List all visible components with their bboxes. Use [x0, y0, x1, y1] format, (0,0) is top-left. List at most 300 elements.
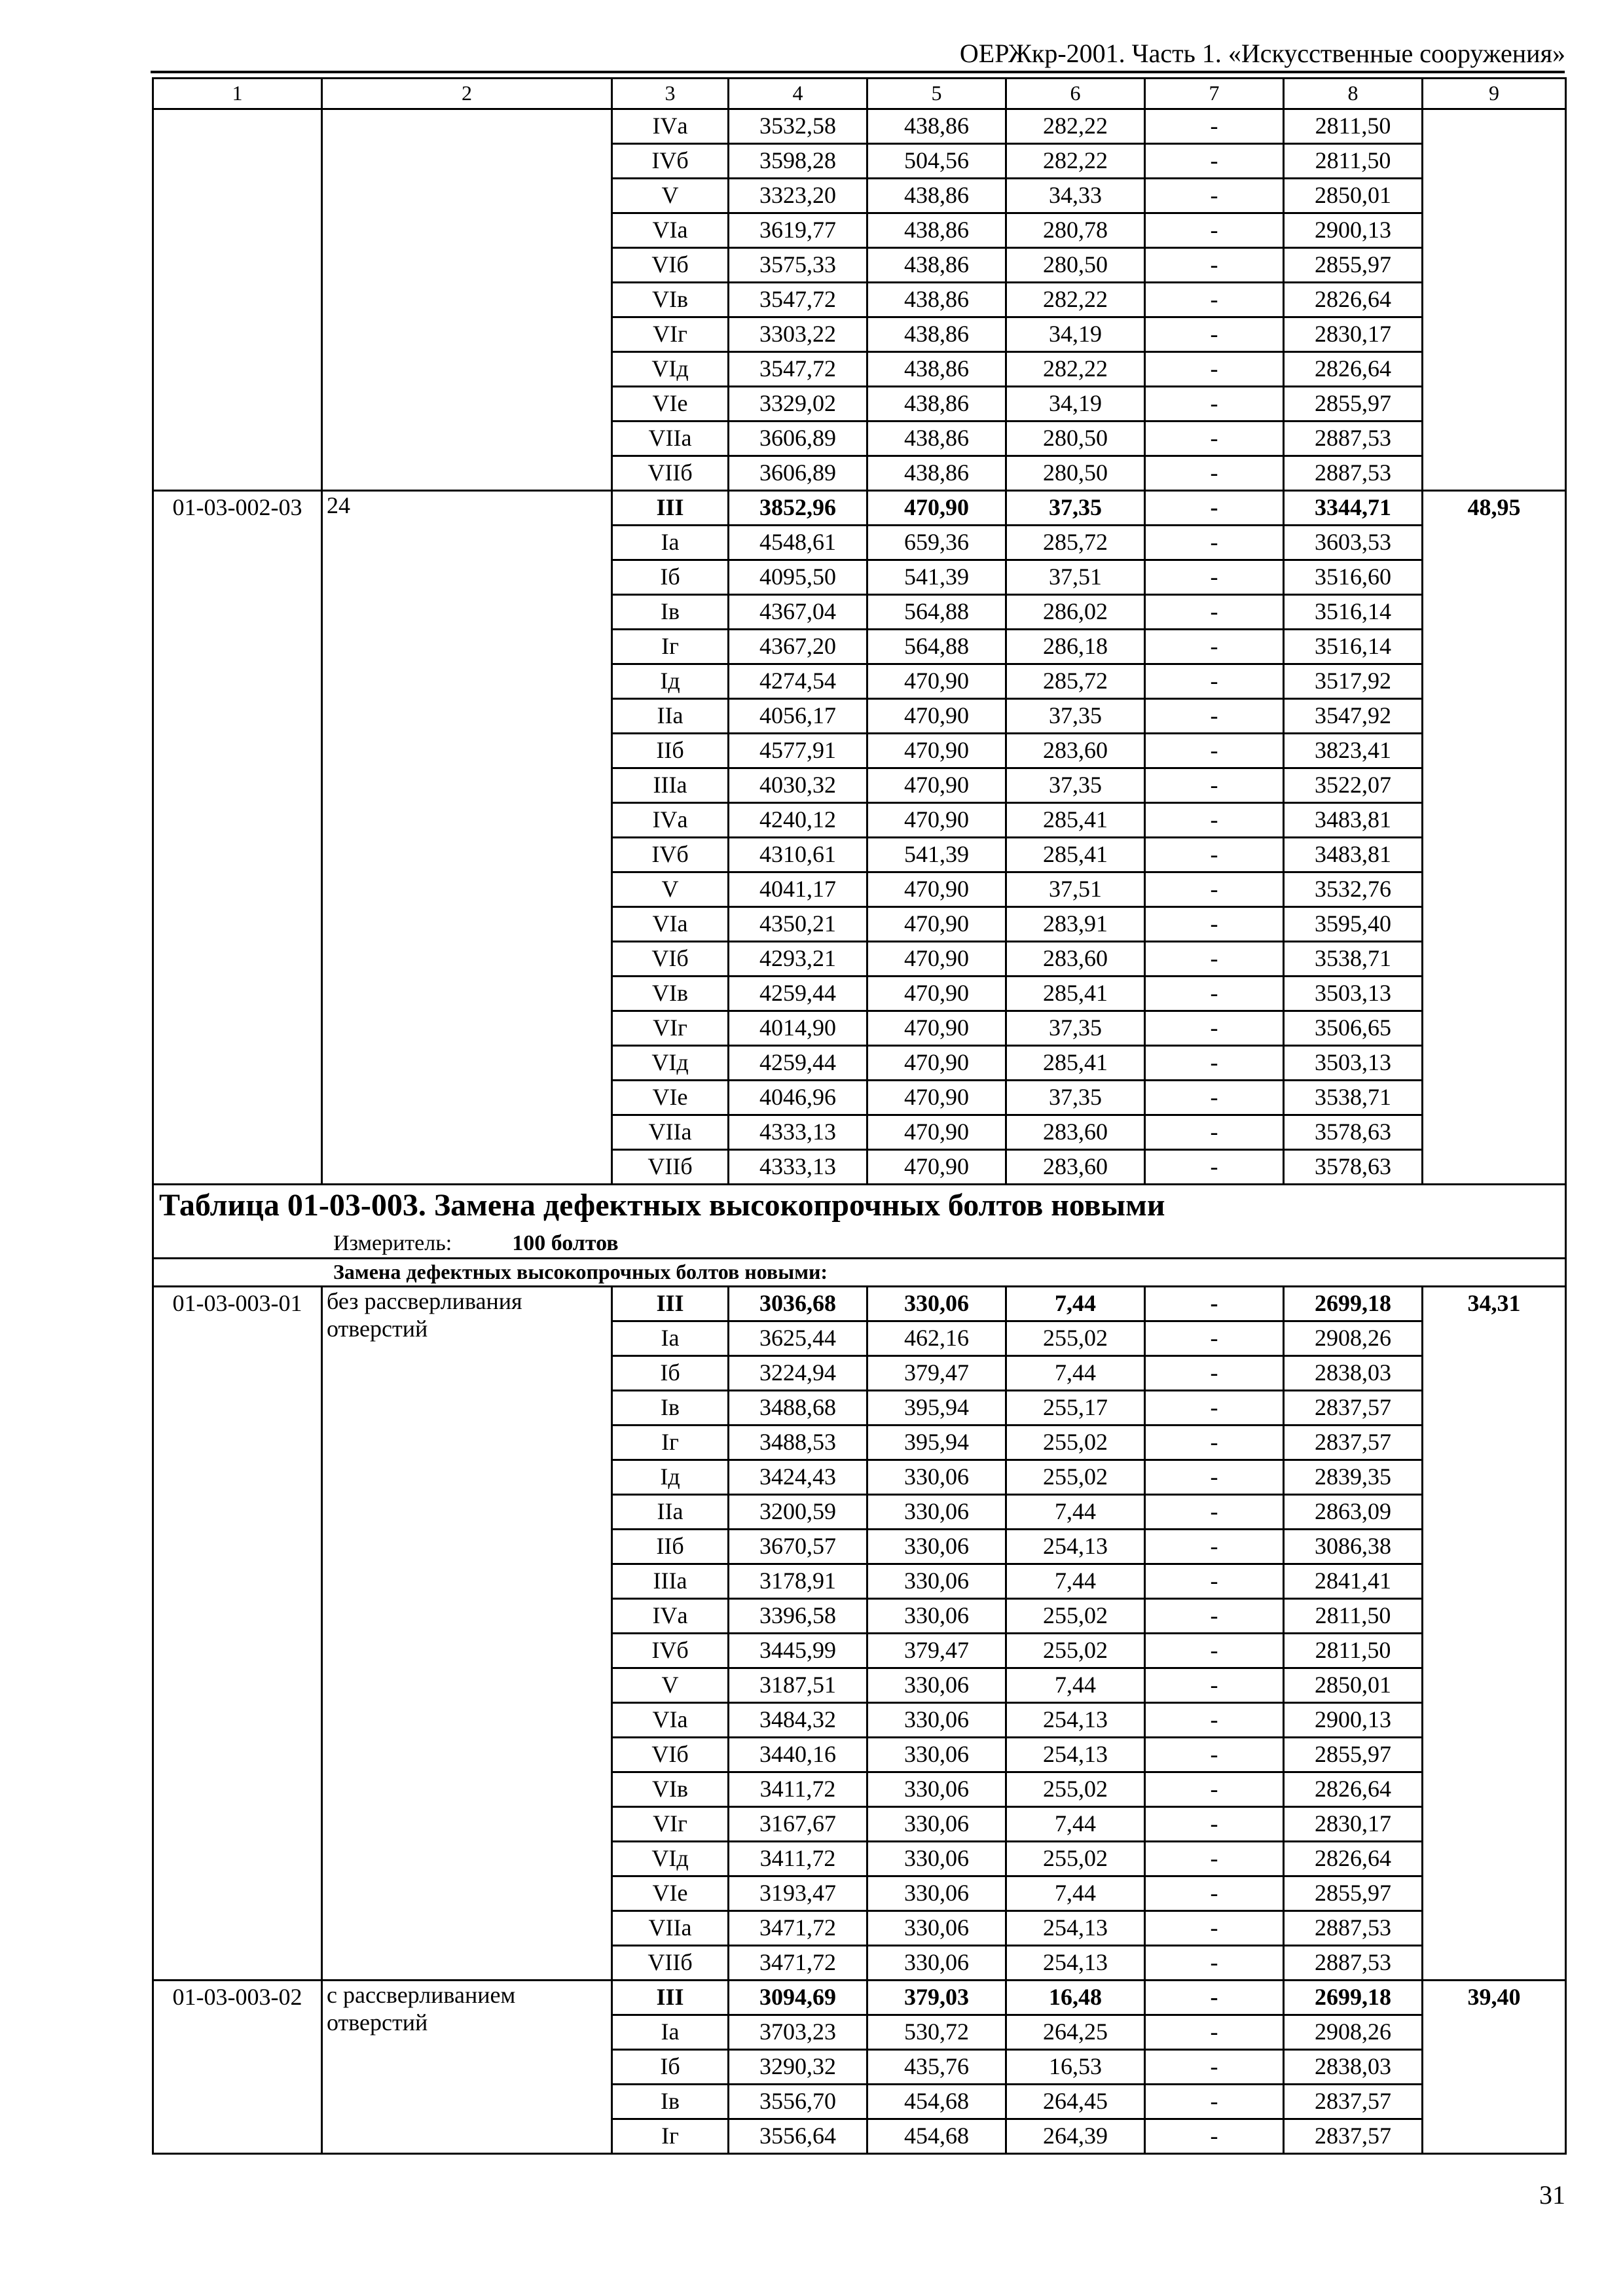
- zone-cell: IIб: [612, 1530, 729, 1564]
- value-cell: 37,35: [1006, 491, 1145, 526]
- zone-cell: Iб: [612, 560, 729, 595]
- value-cell: 3547,72: [729, 283, 867, 317]
- value-cell: 3538,71: [1284, 942, 1423, 977]
- value-cell: -: [1145, 248, 1284, 283]
- value-cell: 285,72: [1006, 526, 1145, 560]
- col9-value: 39,40: [1423, 1981, 1566, 2154]
- value-cell: 285,41: [1006, 803, 1145, 838]
- value-cell: 2838,03: [1284, 1356, 1423, 1391]
- value-cell: 2863,09: [1284, 1495, 1423, 1530]
- zone-cell: VIIа: [612, 1115, 729, 1150]
- subheading-cell: [153, 1259, 1566, 1287]
- value-cell: 34,33: [1006, 179, 1145, 213]
- value-cell: 330,06: [867, 1495, 1006, 1530]
- value-cell: -: [1145, 456, 1284, 491]
- value-cell: -: [1145, 1150, 1284, 1185]
- zone-cell: Iв: [612, 2085, 729, 2119]
- value-cell: -: [1145, 1807, 1284, 1842]
- value-cell: 3483,81: [1284, 803, 1423, 838]
- header-rule: [151, 71, 1565, 73]
- value-cell: 330,06: [867, 1807, 1006, 1842]
- value-cell: -: [1145, 1356, 1284, 1391]
- value-cell: 2887,53: [1284, 456, 1423, 491]
- column-number: 3: [612, 79, 729, 109]
- value-cell: -: [1145, 1564, 1284, 1599]
- zone-cell: VIIа: [612, 1911, 729, 1946]
- value-cell: -: [1145, 317, 1284, 352]
- value-cell: 3625,44: [729, 1321, 867, 1356]
- zone-cell: VIд: [612, 1842, 729, 1876]
- zone-cell: Iг: [612, 1426, 729, 1460]
- value-cell: 2900,13: [1284, 1703, 1423, 1738]
- value-cell: -: [1145, 1321, 1284, 1356]
- value-cell: 3440,16: [729, 1738, 867, 1772]
- value-cell: 3503,13: [1284, 1046, 1423, 1081]
- value-cell: -: [1145, 560, 1284, 595]
- value-cell: 255,02: [1006, 1634, 1145, 1668]
- rates-table: [152, 77, 1567, 2155]
- value-cell: 330,06: [867, 1738, 1006, 1772]
- value-cell: 438,86: [867, 422, 1006, 456]
- value-cell: -: [1145, 352, 1284, 387]
- value-cell: 3516,14: [1284, 630, 1423, 664]
- value-cell: 3484,32: [729, 1703, 867, 1738]
- value-cell: 4310,61: [729, 838, 867, 872]
- value-cell: 435,76: [867, 2050, 1006, 2085]
- value-cell: 264,45: [1006, 2085, 1145, 2119]
- value-cell: 4240,12: [729, 803, 867, 838]
- column-number: 8: [1284, 79, 1423, 109]
- value-cell: 37,35: [1006, 1011, 1145, 1046]
- zone-cell: VIIб: [612, 1150, 729, 1185]
- zone-cell: III: [612, 1287, 729, 1321]
- value-cell: 438,86: [867, 179, 1006, 213]
- value-cell: 3471,72: [729, 1946, 867, 1981]
- value-cell: 2826,64: [1284, 1842, 1423, 1876]
- value-cell: -: [1145, 1772, 1284, 1807]
- value-cell: -: [1145, 2015, 1284, 2050]
- value-cell: 330,06: [867, 1946, 1006, 1981]
- value-cell: 470,90: [867, 1046, 1006, 1081]
- value-cell: 462,16: [867, 1321, 1006, 1356]
- value-cell: 283,60: [1006, 942, 1145, 977]
- value-cell: 530,72: [867, 2015, 1006, 2050]
- column-numbers-row: [153, 79, 1566, 109]
- value-cell: 438,86: [867, 213, 1006, 248]
- value-cell: 254,13: [1006, 1738, 1145, 1772]
- value-cell: 504,56: [867, 144, 1006, 179]
- value-cell: -: [1145, 179, 1284, 213]
- value-cell: 285,72: [1006, 664, 1145, 699]
- col9-value: [1423, 109, 1566, 491]
- zone-cell: Iб: [612, 1356, 729, 1391]
- value-cell: 4548,61: [729, 526, 867, 560]
- value-cell: 3547,72: [729, 352, 867, 387]
- value-cell: 3471,72: [729, 1911, 867, 1946]
- value-cell: 283,91: [1006, 907, 1145, 942]
- value-cell: 3606,89: [729, 456, 867, 491]
- value-cell: 4046,96: [729, 1081, 867, 1115]
- value-cell: 37,35: [1006, 699, 1145, 734]
- value-cell: 3532,76: [1284, 872, 1423, 907]
- value-cell: 3411,72: [729, 1772, 867, 1807]
- value-cell: 3516,14: [1284, 595, 1423, 630]
- value-cell: 2826,64: [1284, 283, 1423, 317]
- value-cell: 330,06: [867, 1876, 1006, 1911]
- zone-cell: Iг: [612, 630, 729, 664]
- value-cell: 37,35: [1006, 768, 1145, 803]
- zone-cell: IIIа: [612, 1564, 729, 1599]
- zone-cell: IVа: [612, 803, 729, 838]
- value-cell: -: [1145, 2050, 1284, 2085]
- value-cell: -: [1145, 1911, 1284, 1946]
- value-cell: -: [1145, 1046, 1284, 1081]
- value-cell: 283,60: [1006, 1150, 1145, 1185]
- value-cell: 282,22: [1006, 352, 1145, 387]
- value-cell: -: [1145, 595, 1284, 630]
- value-cell: 3036,68: [729, 1287, 867, 1321]
- rate-code: 01-03-003-01: [153, 1287, 322, 1981]
- value-cell: 470,90: [867, 491, 1006, 526]
- zone-cell: VIа: [612, 1703, 729, 1738]
- value-cell: 3575,33: [729, 248, 867, 283]
- value-cell: 2855,97: [1284, 1876, 1423, 1911]
- value-cell: 3522,07: [1284, 768, 1423, 803]
- table-row: [153, 109, 1566, 144]
- value-cell: 255,02: [1006, 1460, 1145, 1495]
- zone-cell: VIб: [612, 1738, 729, 1772]
- value-cell: -: [1145, 1495, 1284, 1530]
- zone-cell: III: [612, 491, 729, 526]
- zone-cell: IVб: [612, 1634, 729, 1668]
- value-cell: 470,90: [867, 942, 1006, 977]
- value-cell: 2837,57: [1284, 2085, 1423, 2119]
- value-cell: 3517,92: [1284, 664, 1423, 699]
- value-cell: 264,39: [1006, 2119, 1145, 2154]
- value-cell: -: [1145, 699, 1284, 734]
- value-cell: 7,44: [1006, 1356, 1145, 1391]
- value-cell: 330,06: [867, 1703, 1006, 1738]
- value-cell: -: [1145, 1599, 1284, 1634]
- value-cell: 2837,57: [1284, 2119, 1423, 2154]
- value-cell: 470,90: [867, 1150, 1006, 1185]
- zone-cell: Iв: [612, 595, 729, 630]
- value-cell: 2887,53: [1284, 1911, 1423, 1946]
- value-cell: 470,90: [867, 977, 1006, 1011]
- value-cell: 37,51: [1006, 560, 1145, 595]
- zone-cell: Iд: [612, 1460, 729, 1495]
- zone-cell: V: [612, 179, 729, 213]
- value-cell: 4293,21: [729, 942, 867, 977]
- value-cell: 3094,69: [729, 1981, 867, 2015]
- zone-cell: IVб: [612, 838, 729, 872]
- zone-cell: III: [612, 1981, 729, 2015]
- value-cell: 3603,53: [1284, 526, 1423, 560]
- zone-cell: Iб: [612, 2050, 729, 2085]
- value-cell: 3823,41: [1284, 734, 1423, 768]
- value-cell: 470,90: [867, 768, 1006, 803]
- value-cell: 7,44: [1006, 1287, 1145, 1321]
- value-cell: -: [1145, 942, 1284, 977]
- zone-cell: VIа: [612, 907, 729, 942]
- value-cell: -: [1145, 1876, 1284, 1911]
- value-cell: 7,44: [1006, 1495, 1145, 1530]
- value-cell: 4259,44: [729, 977, 867, 1011]
- value-cell: 3598,28: [729, 144, 867, 179]
- value-cell: 3224,94: [729, 1356, 867, 1391]
- zone-cell: VIд: [612, 352, 729, 387]
- zone-cell: IVа: [612, 109, 729, 144]
- value-cell: 2811,50: [1284, 1599, 1423, 1634]
- value-cell: -: [1145, 838, 1284, 872]
- zone-cell: Iд: [612, 664, 729, 699]
- rate-description: [322, 109, 612, 491]
- value-cell: -: [1145, 1426, 1284, 1460]
- value-cell: 2850,01: [1284, 179, 1423, 213]
- value-cell: -: [1145, 664, 1284, 699]
- zone-cell: VIг: [612, 1807, 729, 1842]
- value-cell: 282,22: [1006, 283, 1145, 317]
- zone-cell: IIб: [612, 734, 729, 768]
- value-cell: 3411,72: [729, 1842, 867, 1876]
- zone-cell: VIб: [612, 248, 729, 283]
- zone-cell: Iа: [612, 2015, 729, 2050]
- value-cell: 283,60: [1006, 734, 1145, 768]
- value-cell: -: [1145, 144, 1284, 179]
- value-cell: 4577,91: [729, 734, 867, 768]
- value-cell: -: [1145, 977, 1284, 1011]
- value-cell: -: [1145, 422, 1284, 456]
- value-cell: 438,86: [867, 317, 1006, 352]
- value-cell: 564,88: [867, 630, 1006, 664]
- value-cell: 4274,54: [729, 664, 867, 699]
- value-cell: 7,44: [1006, 1564, 1145, 1599]
- value-cell: 286,02: [1006, 595, 1145, 630]
- value-cell: -: [1145, 872, 1284, 907]
- column-number: 1: [153, 79, 322, 109]
- value-cell: 2855,97: [1284, 1738, 1423, 1772]
- value-cell: 2811,50: [1284, 1634, 1423, 1668]
- zone-cell: VIа: [612, 213, 729, 248]
- value-cell: 3538,71: [1284, 1081, 1423, 1115]
- value-cell: 470,90: [867, 803, 1006, 838]
- value-cell: 2887,53: [1284, 1946, 1423, 1981]
- zone-cell: VIв: [612, 977, 729, 1011]
- table-title-row: [153, 1185, 1566, 1232]
- zone-cell: VIе: [612, 1081, 729, 1115]
- value-cell: 541,39: [867, 560, 1006, 595]
- value-cell: 330,06: [867, 1772, 1006, 1807]
- zone-cell: Iг: [612, 2119, 729, 2154]
- zone-cell: IIа: [612, 1495, 729, 1530]
- value-cell: 4367,20: [729, 630, 867, 664]
- value-cell: 2830,17: [1284, 317, 1423, 352]
- zone-cell: IVа: [612, 1599, 729, 1634]
- value-cell: 3200,59: [729, 1495, 867, 1530]
- measure-row: [153, 1231, 1566, 1259]
- value-cell: -: [1145, 1703, 1284, 1738]
- value-cell: 3445,99: [729, 1634, 867, 1668]
- value-cell: 2830,17: [1284, 1807, 1423, 1842]
- value-cell: 3483,81: [1284, 838, 1423, 872]
- value-cell: 3852,96: [729, 491, 867, 526]
- value-cell: 3086,38: [1284, 1530, 1423, 1564]
- value-cell: -: [1145, 1115, 1284, 1150]
- value-cell: 3578,63: [1284, 1150, 1423, 1185]
- value-cell: 470,90: [867, 1011, 1006, 1046]
- value-cell: 2699,18: [1284, 1981, 1423, 2015]
- value-cell: 4367,04: [729, 595, 867, 630]
- zone-cell: VIIб: [612, 456, 729, 491]
- rate-code: 01-03-003-02: [153, 1981, 322, 2154]
- value-cell: 283,60: [1006, 1115, 1145, 1150]
- value-cell: 438,86: [867, 387, 1006, 422]
- value-cell: 16,48: [1006, 1981, 1145, 2015]
- value-cell: -: [1145, 1011, 1284, 1046]
- value-cell: 254,13: [1006, 1703, 1145, 1738]
- value-cell: 395,94: [867, 1426, 1006, 1460]
- value-cell: 3516,60: [1284, 560, 1423, 595]
- value-cell: 3606,89: [729, 422, 867, 456]
- value-cell: 438,86: [867, 283, 1006, 317]
- value-cell: 7,44: [1006, 1876, 1145, 1911]
- value-cell: 3578,63: [1284, 1115, 1423, 1150]
- value-cell: 4030,32: [729, 768, 867, 803]
- value-cell: -: [1145, 768, 1284, 803]
- value-cell: 264,25: [1006, 2015, 1145, 2050]
- value-cell: -: [1145, 1287, 1284, 1321]
- value-cell: 254,13: [1006, 1946, 1145, 1981]
- table-row: [153, 1287, 1566, 1321]
- value-cell: 330,06: [867, 1530, 1006, 1564]
- rate-code: 01-03-002-03: [153, 491, 322, 1185]
- table-row: [153, 1981, 1566, 2015]
- value-cell: 255,17: [1006, 1391, 1145, 1426]
- value-cell: 2811,50: [1284, 144, 1423, 179]
- value-cell: 3703,23: [729, 2015, 867, 2050]
- value-cell: -: [1145, 1460, 1284, 1495]
- value-cell: 379,47: [867, 1634, 1006, 1668]
- value-cell: 34,19: [1006, 317, 1145, 352]
- value-cell: 2837,57: [1284, 1391, 1423, 1426]
- column-number: 6: [1006, 79, 1145, 109]
- value-cell: 37,51: [1006, 872, 1145, 907]
- zone-cell: VIв: [612, 1772, 729, 1807]
- value-cell: 34,19: [1006, 387, 1145, 422]
- value-cell: 286,18: [1006, 630, 1145, 664]
- value-cell: -: [1145, 1981, 1284, 2015]
- col9-value: 48,95: [1423, 491, 1566, 1185]
- value-cell: 3323,20: [729, 179, 867, 213]
- value-cell: 285,41: [1006, 977, 1145, 1011]
- measure-value: 100 болтов: [512, 1231, 619, 1255]
- value-cell: 2837,57: [1284, 1426, 1423, 1460]
- zone-cell: VIб: [612, 942, 729, 977]
- value-cell: 3532,58: [729, 109, 867, 144]
- value-cell: 3167,67: [729, 1807, 867, 1842]
- value-cell: -: [1145, 491, 1284, 526]
- value-cell: 2908,26: [1284, 1321, 1423, 1356]
- value-cell: 255,02: [1006, 1599, 1145, 1634]
- zone-cell: VIе: [612, 387, 729, 422]
- value-cell: 330,06: [867, 1842, 1006, 1876]
- value-cell: 2850,01: [1284, 1668, 1423, 1703]
- zone-cell: Iа: [612, 526, 729, 560]
- value-cell: 3187,51: [729, 1668, 867, 1703]
- zone-cell: VIIб: [612, 1946, 729, 1981]
- value-cell: 3329,02: [729, 387, 867, 422]
- value-cell: -: [1145, 1530, 1284, 1564]
- value-cell: 4350,21: [729, 907, 867, 942]
- value-cell: -: [1145, 1081, 1284, 1115]
- value-cell: 282,22: [1006, 144, 1145, 179]
- page-number: 31: [1539, 2180, 1565, 2210]
- value-cell: 438,86: [867, 109, 1006, 144]
- value-cell: 4041,17: [729, 872, 867, 907]
- table-row: [153, 491, 1566, 526]
- column-number: 2: [322, 79, 612, 109]
- value-cell: 4056,17: [729, 699, 867, 734]
- page-header: ОЕРЖкр-2001. Часть 1. «Искусственные сооружения»: [959, 39, 1565, 68]
- value-cell: 4259,44: [729, 1046, 867, 1081]
- value-cell: 330,06: [867, 1599, 1006, 1634]
- zone-cell: Iв: [612, 1391, 729, 1426]
- value-cell: 3506,65: [1284, 1011, 1423, 1046]
- table-title: Таблица 01-03-003. Замена дефектных высокопрочных болтов новыми: [153, 1185, 1566, 1232]
- zone-cell: V: [612, 1668, 729, 1703]
- value-cell: -: [1145, 213, 1284, 248]
- value-cell: 454,68: [867, 2085, 1006, 2119]
- value-cell: 541,39: [867, 838, 1006, 872]
- value-cell: 280,50: [1006, 456, 1145, 491]
- value-cell: 255,02: [1006, 1426, 1145, 1460]
- measure-cell: [153, 1231, 1566, 1259]
- value-cell: 454,68: [867, 2119, 1006, 2154]
- value-cell: -: [1145, 907, 1284, 942]
- rate-description: с рассверливанием отверстий: [322, 1981, 612, 2154]
- value-cell: -: [1145, 2119, 1284, 2154]
- zone-cell: VIд: [612, 1046, 729, 1081]
- value-cell: 255,02: [1006, 1772, 1145, 1807]
- value-cell: -: [1145, 109, 1284, 144]
- value-cell: -: [1145, 283, 1284, 317]
- value-cell: -: [1145, 1668, 1284, 1703]
- value-cell: -: [1145, 803, 1284, 838]
- value-cell: 280,50: [1006, 422, 1145, 456]
- value-cell: -: [1145, 1634, 1284, 1668]
- value-cell: 3193,47: [729, 1876, 867, 1911]
- zone-cell: IVб: [612, 144, 729, 179]
- value-cell: 2811,50: [1284, 109, 1423, 144]
- value-cell: 7,44: [1006, 1668, 1145, 1703]
- value-cell: 285,41: [1006, 1046, 1145, 1081]
- value-cell: -: [1145, 734, 1284, 768]
- value-cell: 254,13: [1006, 1911, 1145, 1946]
- value-cell: 280,50: [1006, 248, 1145, 283]
- value-cell: 330,06: [867, 1911, 1006, 1946]
- value-cell: 470,90: [867, 872, 1006, 907]
- value-cell: 3488,53: [729, 1426, 867, 1460]
- value-cell: 3547,92: [1284, 699, 1423, 734]
- value-cell: 3595,40: [1284, 907, 1423, 942]
- rate-code: [153, 109, 322, 491]
- value-cell: 438,86: [867, 352, 1006, 387]
- value-cell: 280,78: [1006, 213, 1145, 248]
- value-cell: 2855,97: [1284, 387, 1423, 422]
- value-cell: -: [1145, 1946, 1284, 1981]
- value-cell: 470,90: [867, 1115, 1006, 1150]
- value-cell: 2699,18: [1284, 1287, 1423, 1321]
